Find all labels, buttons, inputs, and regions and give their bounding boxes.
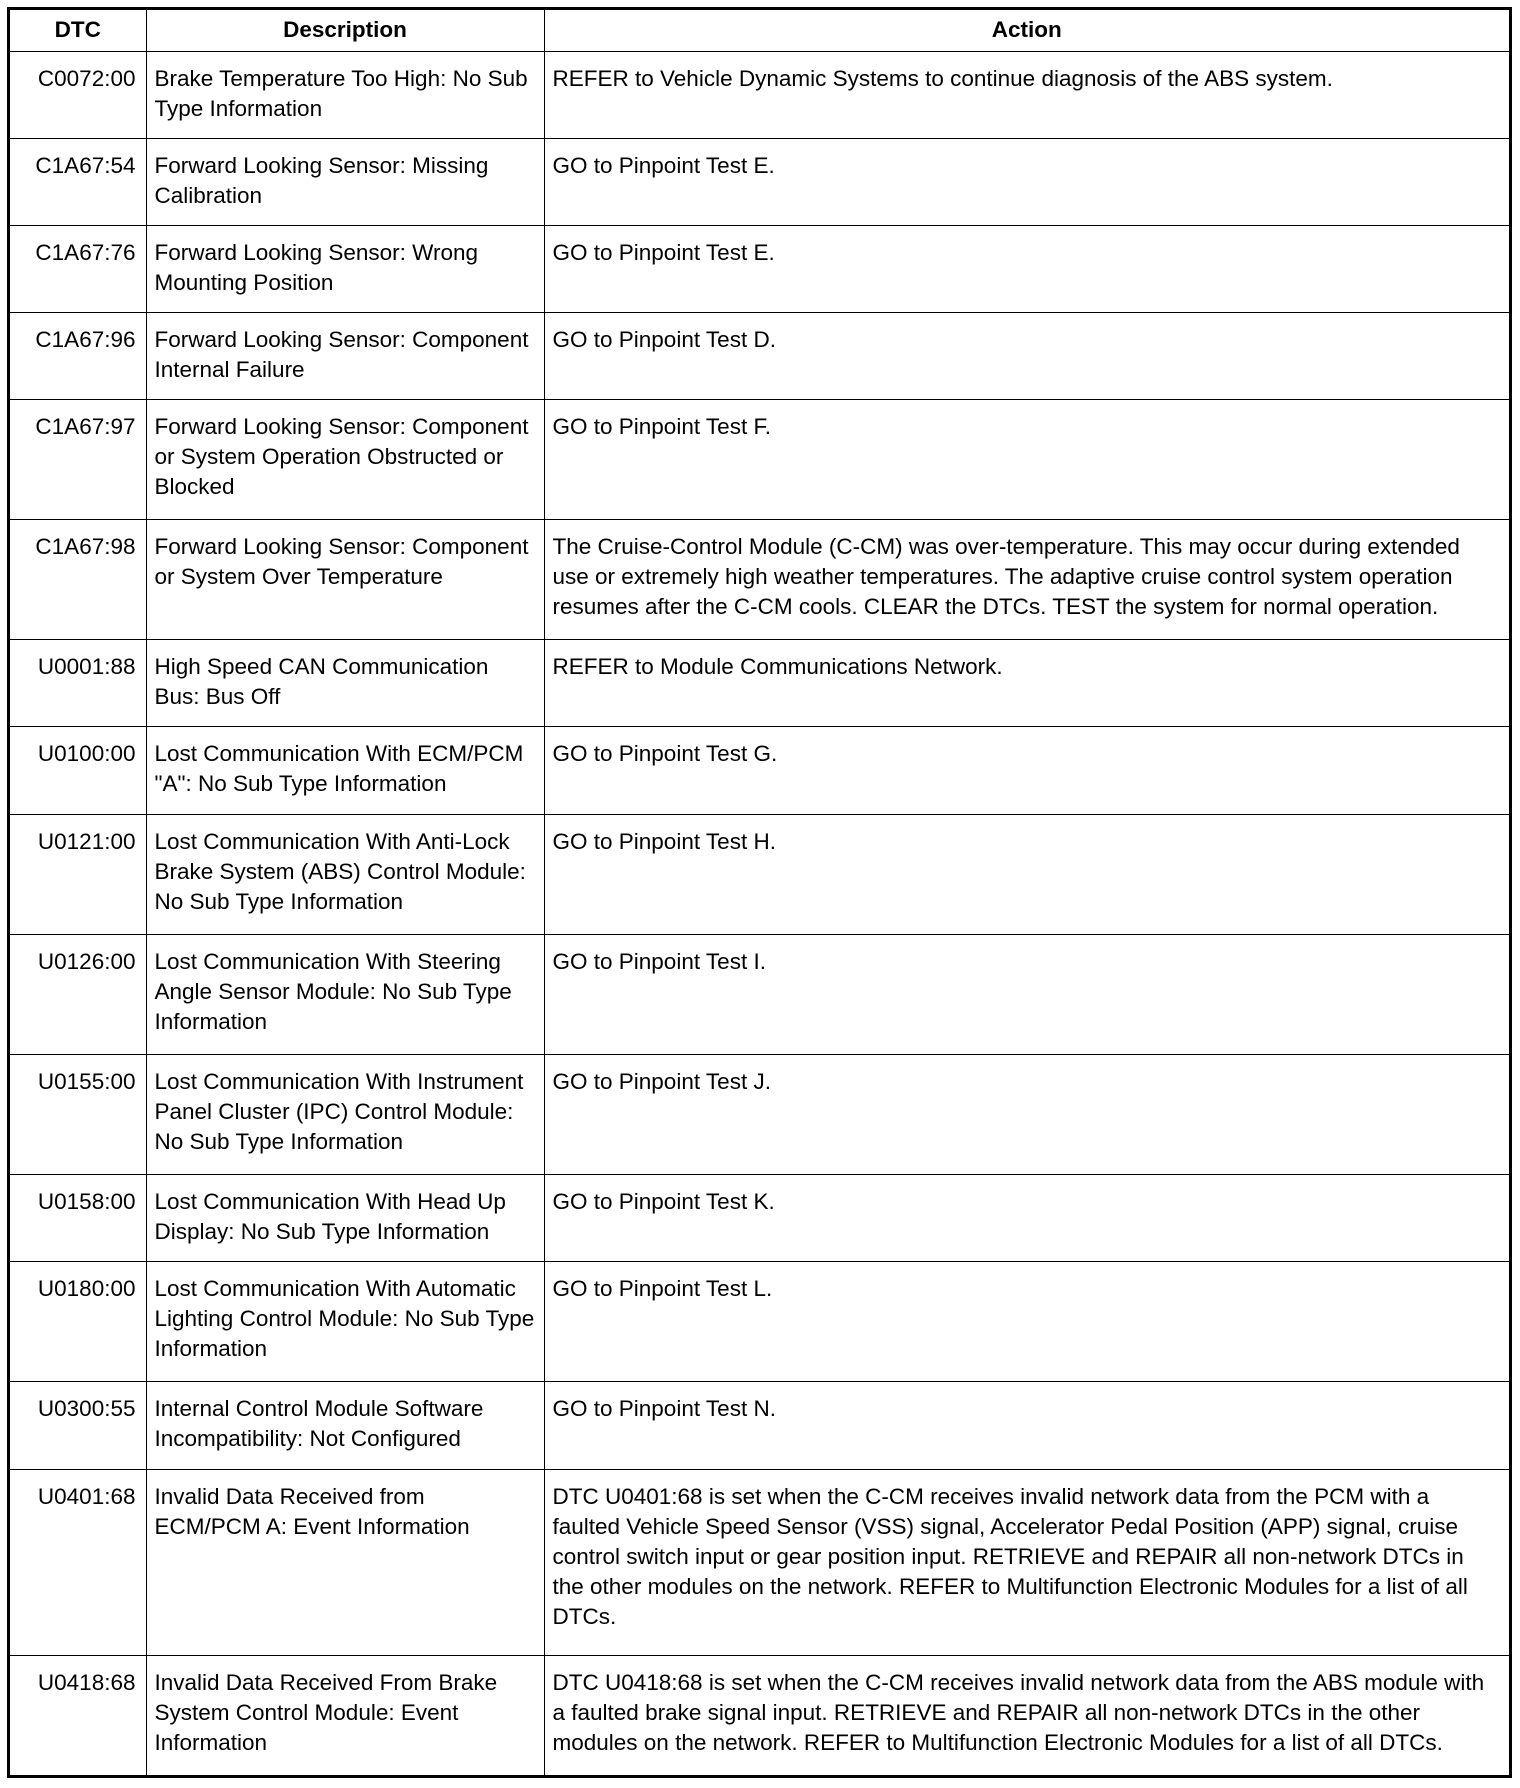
table-row [10,814,1509,934]
cell-description: Lost Communication With ECM/PCM "A": No Sub Type Information [146,727,544,814]
table-row [10,225,1509,312]
cell-action: GO to Pinpoint Test N. [544,1382,1509,1469]
cell-dtc: U0100:00 [10,727,146,814]
header-action: Action [544,10,1509,51]
table-row [10,51,1509,138]
table-row [10,312,1509,399]
table-row [10,727,1509,814]
cell-description: Lost Communication With Automatic Lighting Control Module: No Sub Type Information [146,1262,544,1382]
table-header-row [10,10,1509,51]
cell-action: GO to Pinpoint Test D. [544,312,1509,399]
cell-action: REFER to Module Communications Network. [544,640,1509,727]
cell-action: DTC U0418:68 is set when the C-CM receives invalid network data from the ABS module with a faulted brake signal input. RETRIEVE and REPAIR all non-network DTCs in the other modules on the network. REFER to Multifunction Electronic Modules for a list of all DTCs. [544,1655,1509,1775]
table-row [10,1655,1509,1775]
cell-dtc: C1A67:98 [10,520,146,640]
cell-dtc: C1A67:76 [10,225,146,312]
cell-dtc: U0001:88 [10,640,146,727]
cell-action: The Cruise-Control Module (C-CM) was over-temperature. This may occur during extended use or extremely high weather temperatures. The adaptive cruise control system operation resumes after the C-CM cools. CLEAR the DTCs. TEST the system for normal operation. [544,520,1509,640]
cell-action: GO to Pinpoint Test F. [544,399,1509,519]
cell-dtc: U0418:68 [10,1655,146,1775]
cell-dtc: U0155:00 [10,1054,146,1174]
table-row [10,1469,1509,1655]
table-row [10,1175,1509,1262]
cell-action: GO to Pinpoint Test E. [544,225,1509,312]
cell-description: Forward Looking Sensor: Component or System Over Temperature [146,520,544,640]
cell-dtc: U0180:00 [10,1262,146,1382]
header-dtc: DTC [10,10,146,51]
table-row [10,1054,1509,1174]
cell-action: GO to Pinpoint Test H. [544,814,1509,934]
table-row [10,640,1509,727]
cell-dtc: C1A67:96 [10,312,146,399]
cell-description: Invalid Data Received from ECM/PCM A: Event Information [146,1469,544,1655]
cell-description: Lost Communication With Head Up Display: No Sub Type Information [146,1175,544,1262]
header-description: Description [146,10,544,51]
cell-dtc: C1A67:97 [10,399,146,519]
table-row [10,520,1509,640]
cell-description: Brake Temperature Too High: No Sub Type Information [146,51,544,138]
table-row [10,138,1509,225]
cell-action: GO to Pinpoint Test J. [544,1054,1509,1174]
cell-description: Lost Communication With Steering Angle Sensor Module: No Sub Type Information [146,934,544,1054]
cell-action: DTC U0401:68 is set when the C-CM receives invalid network data from the PCM with a faulted Vehicle Speed Sensor (VSS) signal, Accelerator Pedal Position (APP) signal, cruise control switch input or gear position input. RETRIEVE and REPAIR all non-network DTCs in the other modules on the network. REFER to Multifunction Electronic Modules for a list of all DTCs. [544,1469,1509,1655]
cell-description: Internal Control Module Software Incompatibility: Not Configured [146,1382,544,1469]
table-row [10,1262,1509,1382]
cell-description: High Speed CAN Communication Bus: Bus Off [146,640,544,727]
dtc-table [10,10,1509,1775]
cell-description: Forward Looking Sensor: Component Internal Failure [146,312,544,399]
table-row [10,1382,1509,1469]
cell-dtc: C0072:00 [10,51,146,138]
dtc-table-frame [7,7,1512,1778]
cell-description: Forward Looking Sensor: Wrong Mounting Position [146,225,544,312]
cell-action: GO to Pinpoint Test K. [544,1175,1509,1262]
cell-description: Lost Communication With Instrument Panel Cluster (IPC) Control Module: No Sub Type Information [146,1054,544,1174]
cell-action: GO to Pinpoint Test L. [544,1262,1509,1382]
cell-description: Lost Communication With Anti-Lock Brake System (ABS) Control Module: No Sub Type Information [146,814,544,934]
cell-dtc: C1A67:54 [10,138,146,225]
cell-dtc: U0401:68 [10,1469,146,1655]
cell-dtc: U0121:00 [10,814,146,934]
cell-action: GO to Pinpoint Test G. [544,727,1509,814]
cell-description: Invalid Data Received From Brake System Control Module: Event Information [146,1655,544,1775]
cell-description: Forward Looking Sensor: Missing Calibration [146,138,544,225]
table-row [10,399,1509,519]
cell-dtc: U0158:00 [10,1175,146,1262]
cell-description: Forward Looking Sensor: Component or System Operation Obstructed or Blocked [146,399,544,519]
table-row [10,934,1509,1054]
cell-action: GO to Pinpoint Test E. [544,138,1509,225]
cell-action: GO to Pinpoint Test I. [544,934,1509,1054]
cell-action: REFER to Vehicle Dynamic Systems to continue diagnosis of the ABS system. [544,51,1509,138]
cell-dtc: U0126:00 [10,934,146,1054]
cell-dtc: U0300:55 [10,1382,146,1469]
